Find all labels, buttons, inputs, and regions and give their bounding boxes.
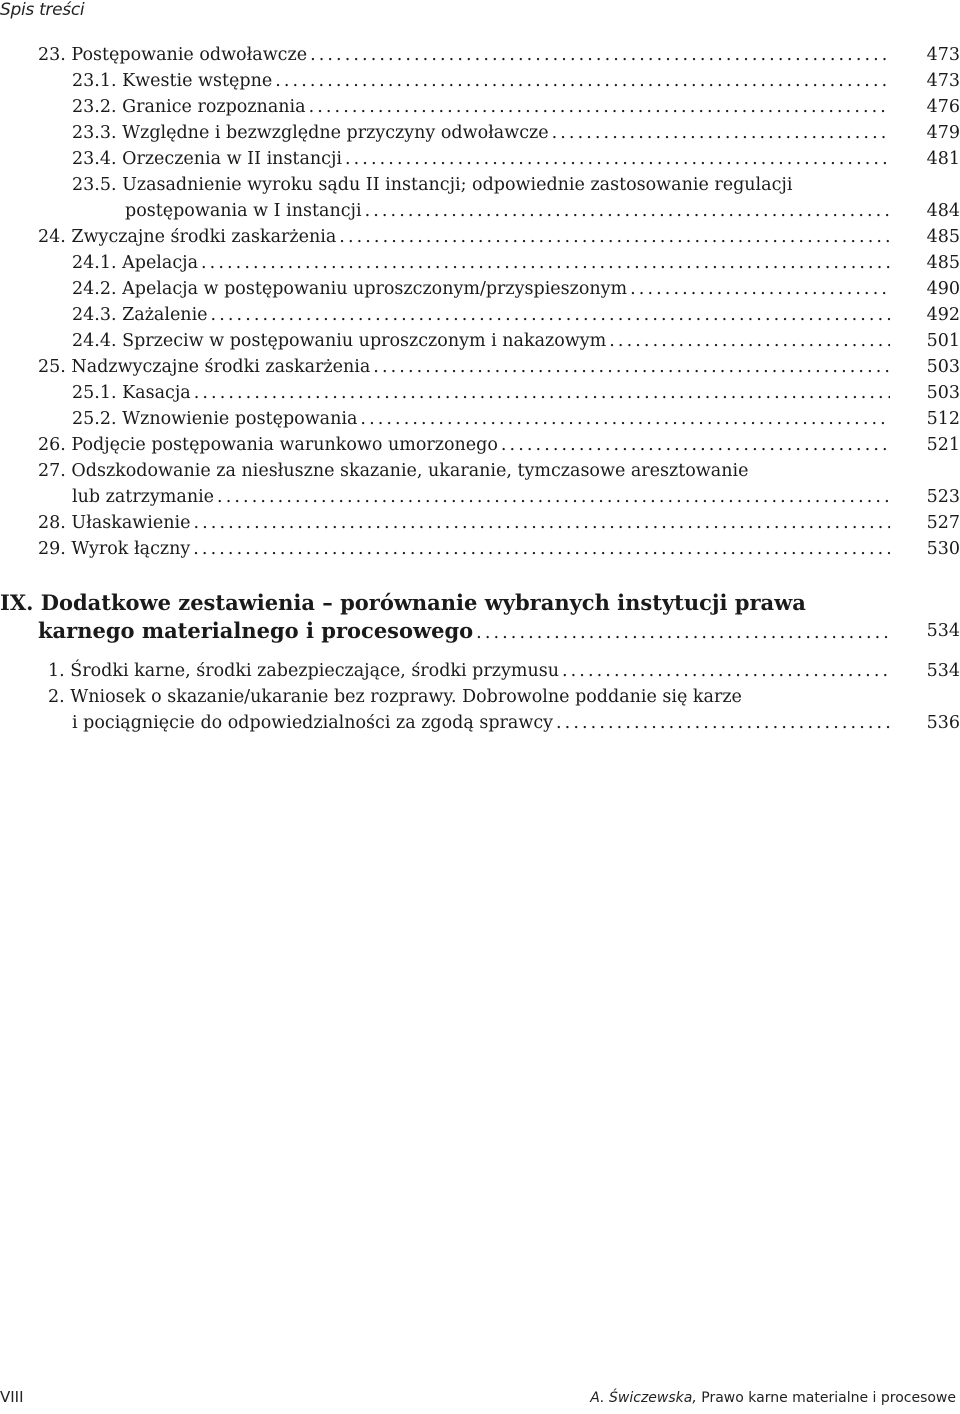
toc-page-number: 536 (926, 713, 960, 733)
leader-dots (193, 536, 890, 562)
leader-dots (201, 250, 890, 276)
toc-page-number: 476 (926, 97, 960, 117)
toc-page-number: 503 (926, 383, 960, 403)
running-head: Spis treści (0, 0, 85, 20)
leader-dots (556, 710, 890, 736)
footer-title: Prawo karne materialne i procesowe (696, 1390, 956, 1406)
toc-entry-text: 24.1. Apelacja (72, 253, 198, 273)
toc-entry-text: 23.5. Uzasadnienie wyroku sądu II instancji; odpowiednie zastosowanie regulacji (72, 175, 793, 195)
leader-dots (562, 658, 890, 684)
toc-page-number: 521 (926, 435, 960, 455)
toc-entry-text: i pociągnięcie do odpowiedzialności za zgodą sprawcy (72, 713, 554, 733)
toc-page-number: 534 (926, 621, 960, 641)
toc-entry-text: 23.1. Kwestie wstępne (72, 71, 273, 91)
leader-dots (310, 42, 890, 68)
toc-entry-text: 23.3. Względne i bezwzględne przyczyny odwoławcze (72, 123, 549, 143)
toc-entry-text: lub zatrzymanie (72, 487, 215, 507)
toc-entry-text: 23.4. Orzeczenia w II instancji (72, 149, 342, 169)
leader-dots (275, 68, 890, 94)
footer-book-citation (590, 1390, 956, 1406)
toc-entry-text: 1. Środki karne, środki zabezpieczające, środki przymusu (48, 661, 559, 681)
leader-dots (194, 380, 890, 406)
toc-entry-text: 23. Postępowanie odwoławcze (38, 45, 308, 65)
chapter-heading-text: karnego materialnego i procesowego (38, 618, 474, 643)
toc-page-number: 473 (926, 45, 960, 65)
leader-dots (217, 484, 890, 510)
toc-page-number: 492 (926, 305, 960, 325)
toc-page-number: 485 (926, 227, 960, 247)
toc-entry-text: postępowania w I instancji (125, 201, 362, 221)
toc-page-number: 473 (926, 71, 960, 91)
leader-dots (501, 432, 890, 458)
toc-entry-text: 24. Zwyczajne środki zaskarżenia (38, 227, 337, 247)
toc-entry-text: 2. Wniosek o skazanie/ukaranie bez rozprawy. Dobrowolne poddanie się karze (48, 687, 742, 707)
leader-dots (552, 120, 890, 146)
leader-dots (360, 406, 890, 432)
toc-page-number: 523 (926, 487, 960, 507)
toc-page-number: 527 (926, 513, 960, 533)
leader-dots (309, 94, 890, 120)
toc-entry-text: 29. Wyrok łączny (38, 539, 191, 559)
toc-page-number: 490 (926, 279, 960, 299)
toc-page-number: 484 (926, 201, 960, 221)
toc-page-number: 479 (926, 123, 960, 143)
toc-page-number: 481 (926, 149, 960, 169)
toc-entry-text: 24.4. Sprzeciw w postępowaniu uproszczonym i nakazowym (72, 331, 607, 351)
leader-dots (476, 620, 890, 646)
footer-author: A. Świczewska, (590, 1390, 697, 1406)
leader-dots (339, 224, 890, 250)
toc-page-number: 530 (926, 539, 960, 559)
toc-entry-text: 25. Nadzwyczajne środki zaskarżenia (38, 357, 371, 377)
chapter-heading-text: IX. Dodatkowe zestawienia – porównanie wybranych instytucji prawa (0, 590, 806, 615)
footer-page-number: VIII (0, 1388, 24, 1406)
toc-entry-text: 25.1. Kasacja (72, 383, 191, 403)
toc-page-number: 512 (926, 409, 960, 429)
toc-page-number: 503 (926, 357, 960, 377)
toc-page-number: 534 (926, 661, 960, 681)
toc-entry-text: 24.3. Zażalenie (72, 305, 208, 325)
toc-page-number: 485 (926, 253, 960, 273)
leader-dots (609, 328, 890, 354)
toc-entry-text: 27. Odszkodowanie za niesłuszne skazanie, ukaranie, tymczasowe aresztowanie (38, 461, 749, 481)
leader-dots (373, 354, 890, 380)
toc-page-number: 501 (926, 331, 960, 351)
leader-dots (193, 510, 890, 536)
leader-dots (365, 198, 890, 224)
leader-dots (630, 276, 890, 302)
toc-entry-text: 24.2. Apelacja w postępowaniu uproszczonym/przyspieszonym (72, 279, 628, 299)
toc-entry-text: 28. Ułaskawienie (38, 513, 191, 533)
leader-dots (211, 302, 890, 328)
toc-entry-text: 23.2. Granice rozpoznania (72, 97, 306, 117)
toc-entry-text: 25.2. Wznowienie postępowania (72, 409, 358, 429)
toc-entry-text: 26. Podjęcie postępowania warunkowo umorzonego (38, 435, 498, 455)
leader-dots (345, 146, 890, 172)
